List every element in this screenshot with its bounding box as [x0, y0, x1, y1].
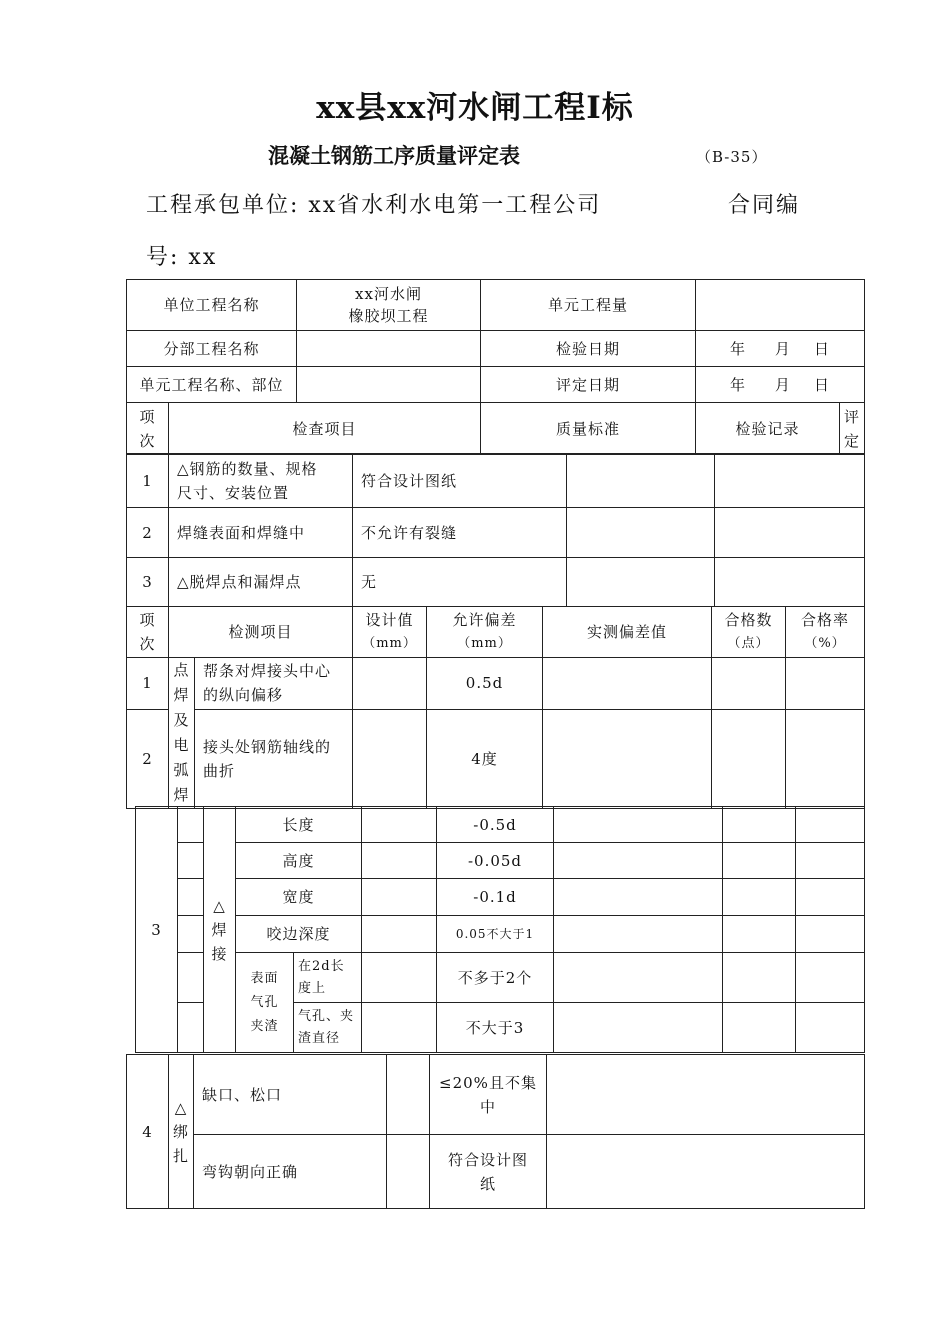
- weld-group-char: 接: [211, 944, 228, 963]
- weld-design: [362, 807, 437, 843]
- item-line-1: 气孔、夹: [298, 1008, 355, 1024]
- inspect-date-label: 检验日期: [481, 331, 696, 367]
- measure-row-pass-rate: [786, 709, 865, 808]
- measure-row-design: [353, 658, 427, 710]
- bind-group-char: 绑: [172, 1122, 189, 1141]
- date-year: 年: [730, 375, 747, 394]
- unit-quantity-label: 单元工程量: [481, 280, 696, 331]
- weld-design: [362, 879, 437, 916]
- measure-col-pass-count: [712, 607, 786, 658]
- main-title: xx县xx河水闸工程I标: [316, 90, 634, 126]
- measure-col-design: [353, 607, 427, 658]
- measure-table-weld: [135, 806, 865, 1053]
- weld-row: [136, 807, 865, 843]
- weld-blank-cell: [178, 879, 204, 916]
- check-row-no: 1: [127, 454, 169, 508]
- check-col-no: [127, 403, 169, 455]
- unit-name-value: [297, 367, 481, 403]
- bind-item: 缺口、松口: [194, 1055, 387, 1135]
- col-allow-1: 允许偏差: [452, 611, 517, 629]
- weld-allow: -0.05d: [437, 843, 554, 879]
- measure-row-no: 4: [127, 1055, 169, 1209]
- contract-line: [146, 240, 217, 271]
- bind-actual: [547, 1135, 865, 1209]
- measure-row-design: [353, 709, 427, 808]
- measure-row-pass-count: [712, 658, 786, 710]
- check-rows-table: [126, 453, 865, 607]
- weld-item: 咬边深度: [236, 916, 362, 953]
- check-row-assess: [715, 508, 865, 558]
- measure-row-no: 2: [127, 709, 169, 808]
- weld-item: 长度: [236, 807, 362, 843]
- bind-actual: [547, 1055, 865, 1135]
- weld-blank-cell: [178, 1003, 204, 1053]
- item-line-1: 帮条对焊接头中心: [203, 662, 332, 681]
- check-row-record: [567, 508, 715, 558]
- item-line-1: △钢筋的数量、规格: [177, 459, 318, 478]
- contract-value: xx: [188, 245, 218, 270]
- weld-design: [362, 1003, 437, 1053]
- weld-blank-cell: [178, 807, 204, 843]
- check-row-no: 3: [127, 558, 169, 607]
- check-row-assess: [715, 558, 865, 607]
- assess-date-value: [696, 367, 865, 403]
- item-line-2: 尺寸、安装位置: [177, 483, 290, 502]
- measure-row-pass-rate: [786, 658, 865, 710]
- check-row: [127, 558, 865, 607]
- item-line-2: 渣直径: [298, 1030, 341, 1046]
- spot-group-char: 及: [173, 711, 190, 729]
- weld-group-char: △: [213, 896, 226, 915]
- date-day: 日: [814, 375, 831, 394]
- weld-pass-count: [723, 843, 796, 879]
- measure-row-1: [127, 658, 865, 710]
- weld-design: [362, 843, 437, 879]
- bind-group-char: △: [174, 1098, 188, 1117]
- weld-item: 高度: [236, 843, 362, 879]
- contract-label-a: 合同编: [728, 193, 801, 218]
- col-pass-rate-1: 合格率: [801, 611, 850, 629]
- weld-pass-count: [723, 807, 796, 843]
- sub-project-label: 分部工程名称: [127, 331, 297, 367]
- contractor-line: [146, 188, 801, 219]
- item-line-1: 接头处钢筋轴线的: [203, 737, 332, 756]
- measure-row-allow: 4度: [427, 709, 543, 808]
- date-year: 年: [730, 339, 747, 358]
- weld-pass-rate: [796, 843, 865, 879]
- weld-pass-count: [723, 1003, 796, 1053]
- measure-col-no: [127, 607, 169, 658]
- unit-project-value-1: xx河水闸: [355, 285, 422, 303]
- measure-row-item: [195, 709, 353, 808]
- bind-design: [387, 1055, 430, 1135]
- info-row-sub-project: [127, 331, 865, 367]
- weld-pass-count: [723, 916, 796, 953]
- weld-blank-cell: [178, 843, 204, 879]
- measure-row-no: 3: [136, 807, 178, 1053]
- measure-col-pass-rate: [786, 607, 865, 658]
- spot-group-char: 点: [173, 661, 190, 679]
- unit-quantity-value: [696, 280, 865, 331]
- sub-project-value: [297, 331, 481, 367]
- pore-item: [294, 1003, 362, 1053]
- weld-pass-count: [723, 879, 796, 916]
- weld-allow: 不多于2个: [437, 953, 554, 1003]
- item-line-2: 曲折: [203, 761, 236, 780]
- allow-line-1: ≤20%且不集: [439, 1073, 537, 1092]
- allow-line-2: 中: [479, 1097, 496, 1116]
- bind-allow: [430, 1135, 547, 1209]
- pore-group: [236, 953, 294, 1053]
- weld-pass-rate: [796, 916, 865, 953]
- date-month: 月: [774, 339, 791, 358]
- info-check-table: [126, 279, 877, 455]
- measure-table-bind: [126, 1054, 865, 1209]
- check-row: [127, 508, 865, 558]
- item-line-2: 的纵向偏移: [203, 686, 284, 705]
- check-col-record: 检验记录: [696, 403, 840, 455]
- measure-table-top: [126, 606, 865, 809]
- weld-allow: -0.5d: [437, 807, 554, 843]
- col-pass-count-1: 合格数: [724, 611, 773, 629]
- check-row-standard: 不允许有裂缝: [353, 508, 567, 558]
- check-row-item: 焊缝表面和焊缝中: [169, 508, 353, 558]
- weld-allow: 不大于3: [437, 1003, 554, 1053]
- contractor-label: 工程承包单位:: [146, 193, 300, 218]
- bind-item: 弯钩朝向正确: [194, 1135, 387, 1209]
- measure-col-item: 检测项目: [169, 607, 353, 658]
- bind-design: [387, 1135, 430, 1209]
- contractor-value: xx省水利水电第一工程公司: [308, 193, 602, 218]
- measure-row-pass-count: [712, 709, 786, 808]
- weld-row: [136, 916, 865, 953]
- assess-date-label: 评定日期: [481, 367, 696, 403]
- bind-allow: [430, 1055, 547, 1135]
- measure-header-row: [127, 607, 865, 658]
- spot-group-char: 电: [173, 736, 190, 754]
- check-row-standard: 无: [353, 558, 567, 607]
- weld-blank-cell: [178, 916, 204, 953]
- info-row-unit-project: [127, 280, 865, 331]
- check-row-item: △脱焊点和漏焊点: [169, 558, 353, 607]
- weld-pass-count: [723, 953, 796, 1003]
- item-line-1: 在2d长: [298, 958, 345, 974]
- col-no-1: 项: [139, 611, 156, 629]
- unit-name-label: 单元工程名称、部位: [127, 367, 297, 403]
- col-design-2: （mm）: [362, 636, 417, 651]
- weld-design: [362, 916, 437, 953]
- col-design-1: 设计值: [365, 611, 414, 629]
- measure-row-allow: 0.5d: [427, 658, 543, 710]
- date-month: 月: [774, 375, 791, 394]
- check-col-standard: 质量标准: [481, 403, 696, 455]
- unit-project-value: [297, 280, 481, 331]
- form-code: （B-35）: [696, 148, 768, 166]
- col-no-2: 次: [139, 635, 156, 653]
- weld-row: [136, 879, 865, 916]
- check-row: [127, 454, 865, 508]
- weld-pass-rate: [796, 953, 865, 1003]
- check-row-item: [169, 454, 353, 508]
- pore-group-line: 表面: [250, 970, 279, 986]
- check-header-row: [127, 403, 865, 455]
- measure-row-actual: [543, 709, 712, 808]
- weld-blank-cell: [178, 953, 204, 1003]
- info-row-unit-name: [127, 367, 865, 403]
- date-day: 日: [814, 339, 831, 358]
- weld-allow: -0.1d: [437, 879, 554, 916]
- measure-row-2: [127, 709, 865, 808]
- spot-group-char: 焊: [173, 786, 190, 804]
- check-col-assess: 评 定: [840, 403, 865, 455]
- weld-actual: [554, 916, 723, 953]
- unit-project-value-2: 橡胶坝工程: [348, 307, 429, 325]
- col-no-2: 次: [139, 431, 156, 450]
- weld-actual: [554, 953, 723, 1003]
- pore-item: [294, 953, 362, 1003]
- allow-line-1: 符合设计图: [447, 1150, 528, 1169]
- weld-pass-rate: [796, 879, 865, 916]
- col-no-1: 项: [139, 407, 156, 426]
- check-row-standard: 符合设计图纸: [353, 454, 567, 508]
- weld-group-char: 焊: [211, 920, 228, 939]
- item-line-2: 度上: [298, 980, 327, 996]
- measure-col-allow: [427, 607, 543, 658]
- check-row-no: 2: [127, 508, 169, 558]
- check-col-item: 检查项目: [169, 403, 481, 455]
- bind-group: [169, 1055, 194, 1209]
- check-row-assess: [715, 454, 865, 508]
- weld-actual: [554, 1003, 723, 1053]
- weld-row: [136, 953, 865, 1003]
- measure-row-actual: [543, 658, 712, 710]
- form-subtitle: 混凝土钢筋工序质量评定表: [268, 144, 520, 168]
- weld-allow: 0.05不大于1: [437, 916, 554, 953]
- col-allow-2: （mm）: [457, 636, 512, 651]
- bind-row: [127, 1135, 865, 1209]
- inspect-date-value: [696, 331, 865, 367]
- weld-actual: [554, 843, 723, 879]
- measure-col-actual: 实测偏差值: [543, 607, 712, 658]
- col-pass-rate-2: （%）: [804, 636, 846, 651]
- bind-row: [127, 1055, 865, 1135]
- bind-group-char: 扎: [172, 1146, 189, 1165]
- unit-project-label: 单位工程名称: [127, 280, 297, 331]
- spot-group-char: 弧: [173, 761, 190, 779]
- spot-weld-group: [169, 658, 195, 809]
- measure-row-no: 1: [127, 658, 169, 710]
- pore-group-line: 气孔: [250, 994, 279, 1010]
- weld-actual: [554, 879, 723, 916]
- weld-design: [362, 953, 437, 1003]
- allow-line-2: 纸: [479, 1174, 496, 1193]
- weld-actual: [554, 807, 723, 843]
- weld-pass-rate: [796, 1003, 865, 1053]
- contract-label-b: 号:: [146, 245, 180, 270]
- weld-group: [204, 807, 236, 1053]
- weld-item: 宽度: [236, 879, 362, 916]
- col-pass-count-2: （点）: [727, 636, 770, 651]
- weld-pass-rate: [796, 807, 865, 843]
- check-row-record: [567, 454, 715, 508]
- pore-group-line: 夹渣: [250, 1018, 279, 1034]
- measure-row-item: [195, 658, 353, 710]
- spot-group-char: 焊: [173, 686, 190, 704]
- check-row-record: [567, 558, 715, 607]
- weld-row: [136, 843, 865, 879]
